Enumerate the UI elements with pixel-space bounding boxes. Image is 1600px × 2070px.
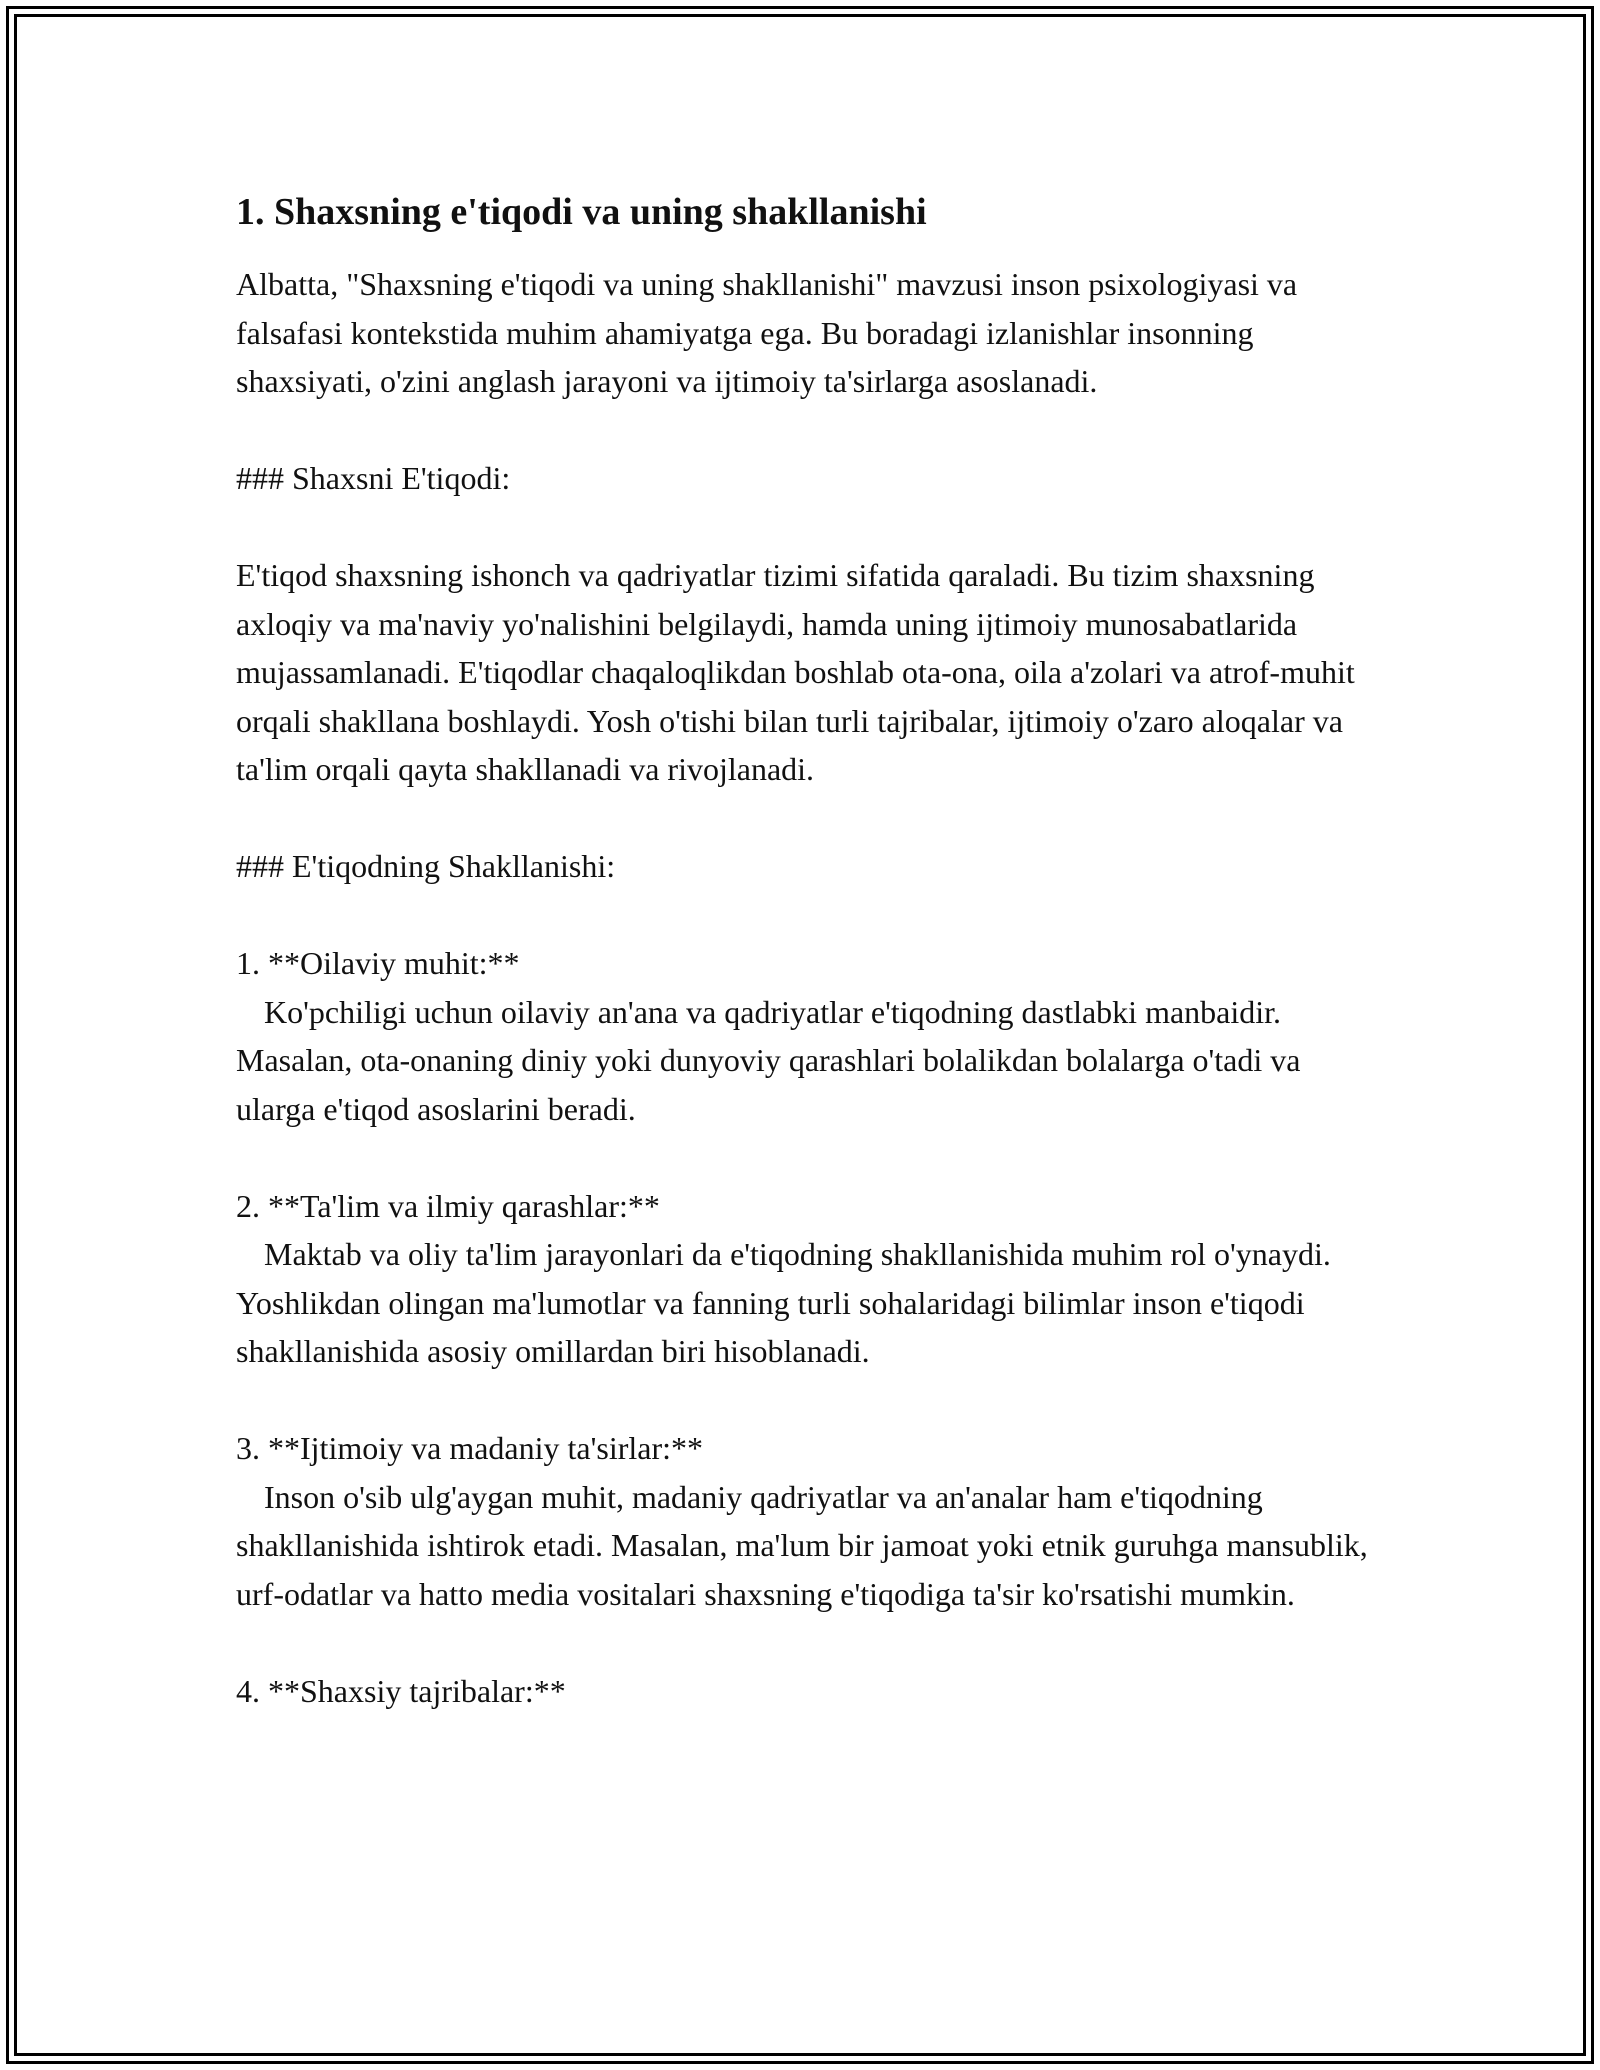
section-heading-shakllanishi: ### E'tiqodning Shakllanishi:	[236, 848, 616, 884]
document-page	[236, 186, 1386, 1764]
list-item-title: 4. **Shaxsiy tajribalar:**	[236, 1672, 566, 1709]
list-item	[236, 1424, 1386, 1618]
document-title: 1. Shaxsning e'tiqodi va uning shakllanishi	[236, 191, 927, 233]
list-item	[236, 1667, 1386, 1716]
list-item-title: 1. **Oilaviy muhit:**	[236, 945, 520, 981]
list-item	[236, 939, 1386, 1133]
list-item-body: Maktab va oliy ta'lim jarayonlari da e'tiqodning shakllanishida muhim rol o'ynaydi. Yoshlikdan olingan ma'lumotlar va fanning turli sohalaridagi bilimlar inson e'tiqodi shakllanishida asosiy omillardan biri hisoblanadi.	[236, 1236, 1331, 1369]
section-paragraph-etiqod: E'tiqod shaxsning ishonch va qadriyatlar tizimi sifatida qaraladi. Bu tizim shaxsning axloqiy va ma'naviy yo'nalishini belgilaydi, hamda uning ijtimoiy munosabatlarida mujassamlanadi. E'tiqodlar chaqaloqlikdan boshlab ota-ona, oila a'zolari va atrof-muhit orqali shakllana boshlaydi. Yosh o'tishi bilan turli tajribalar, ijtimoiy o'zaro aloqalar va ta'lim orqali qayta shakllanadi va rivojlanadi.	[236, 557, 1355, 787]
list-item	[236, 1182, 1386, 1376]
list-item-body: Inson o'sib ulg'aygan muhit, madaniy qadriyatlar va an'analar ham e'tiqodning shakllanishida ishtirok etadi. Masalan, ma'lum bir jamoat yoki etnik guruhga mansublik, urf-odatlar va hatto media vositalari shaxsning e'tiqodiga ta'sir ko'rsatishi mumkin.	[236, 1478, 1368, 1612]
list-item-title: 3. **Ijtimoiy va madaniy ta'sirlar:**	[236, 1430, 703, 1466]
list-item-title: 2. **Ta'lim va ilmiy qarashlar:**	[236, 1187, 660, 1224]
intro-paragraph: Albatta, "Shaxsning e'tiqodi va uning shakllanishi" mavzusi inson psixologiyasi va falsafasi kontekstida muhim ahamiyatga ega. Bu boradagi izlanishlar insonning shaxsiyati, o'zini anglash jarayoni va ijtimoiy ta'sirlarga asoslanadi.	[236, 266, 1298, 399]
section-heading-etiqod: ### Shaxsni E'tiqodi:	[236, 460, 511, 496]
list-item-body: Ko'pchiligi uchun oilaviy an'ana va qadriyatlar e'tiqodning dastlabki manbaidir. Masalan, ota-onaning diniy yoki dunyoviy qarashlari bolalikdan bolalarga o'tadi va ularga e'tiqod asoslarini beradi.	[236, 993, 1301, 1127]
